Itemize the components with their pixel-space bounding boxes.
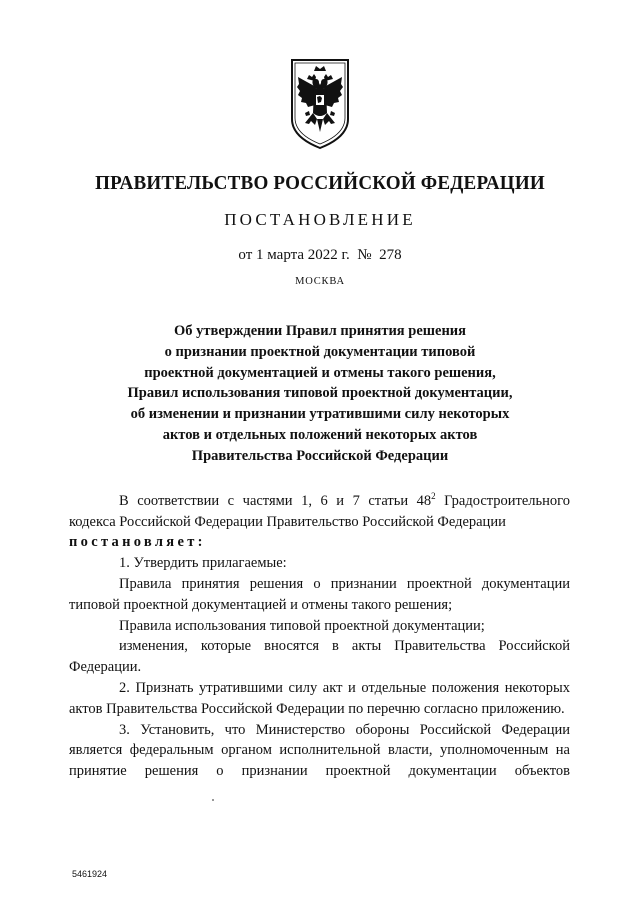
document-type: ПОСТАНОВЛЕНИЕ bbox=[224, 210, 416, 229]
heading-line: об изменении и признании утратившими силу некоторых bbox=[130, 406, 510, 423]
preamble-text-cont: Градостроительного кодекса Российской Федерации Правительство Российской Федерации bbox=[69, 492, 570, 530]
article-superscript: 2 bbox=[431, 491, 436, 501]
heading-line: Правительства Российской Федерации bbox=[191, 447, 449, 464]
heading-line: проектной документацией и отмены такого решения, bbox=[144, 364, 496, 381]
document-date-line bbox=[0, 247, 640, 264]
footer-doc-number: 5461924 bbox=[72, 869, 108, 879]
heading-line: о признании проектной документации типовой bbox=[164, 343, 476, 360]
government-title: ПРАВИТЕЛЬСТВО РОССИЙСКОЙ ФЕДЕРАЦИИ bbox=[95, 172, 545, 194]
preamble-text: В соответствии с частями 1, 6 и 7 статьи 48 bbox=[119, 492, 432, 509]
document-date: от 1 марта 2022 г. bbox=[238, 247, 350, 263]
item-1-b: Правила использования типовой проектной документации; bbox=[119, 617, 485, 634]
decrees-text: постановляет: bbox=[69, 534, 206, 551]
item-3: 3. Установить, что Министерство обороны Российской Федерации является федеральным органом исполнительной власти, уполномоченным на принятие решения о признании проектной документации объектов bbox=[69, 721, 570, 780]
heading-line: Об утверждении Правил принятия решения bbox=[173, 323, 467, 339]
russian-coat-of-arms-icon bbox=[289, 57, 351, 151]
document-number: 278 bbox=[379, 247, 402, 263]
scan-speck bbox=[212, 799, 214, 801]
decrees-word bbox=[69, 532, 570, 553]
document-body bbox=[69, 486, 570, 782]
document-heading bbox=[0, 321, 640, 467]
number-sign: № bbox=[357, 247, 372, 263]
item-1-c: изменения, которые вносятся в акты Правительства Российской Федерации. bbox=[69, 638, 570, 676]
preamble-paragraph bbox=[69, 486, 570, 532]
item-2: 2. Признать утратившими силу акт и отдельные положения некоторых актов Правительства Российской Федерации по перечню согласно приложению. bbox=[69, 680, 570, 717]
item-1-a: Правила принятия решения о признании проектной документации типовой проектной документацией и отмены такого решения; bbox=[69, 576, 570, 613]
document-city: МОСКВА bbox=[295, 276, 345, 287]
heading-line: актов и отдельных положений некоторых актов bbox=[162, 426, 478, 443]
heading-line: Правил использования типовой проектной документации, bbox=[127, 385, 513, 402]
item-1: 1. Утвердить прилагаемые: bbox=[119, 555, 287, 572]
